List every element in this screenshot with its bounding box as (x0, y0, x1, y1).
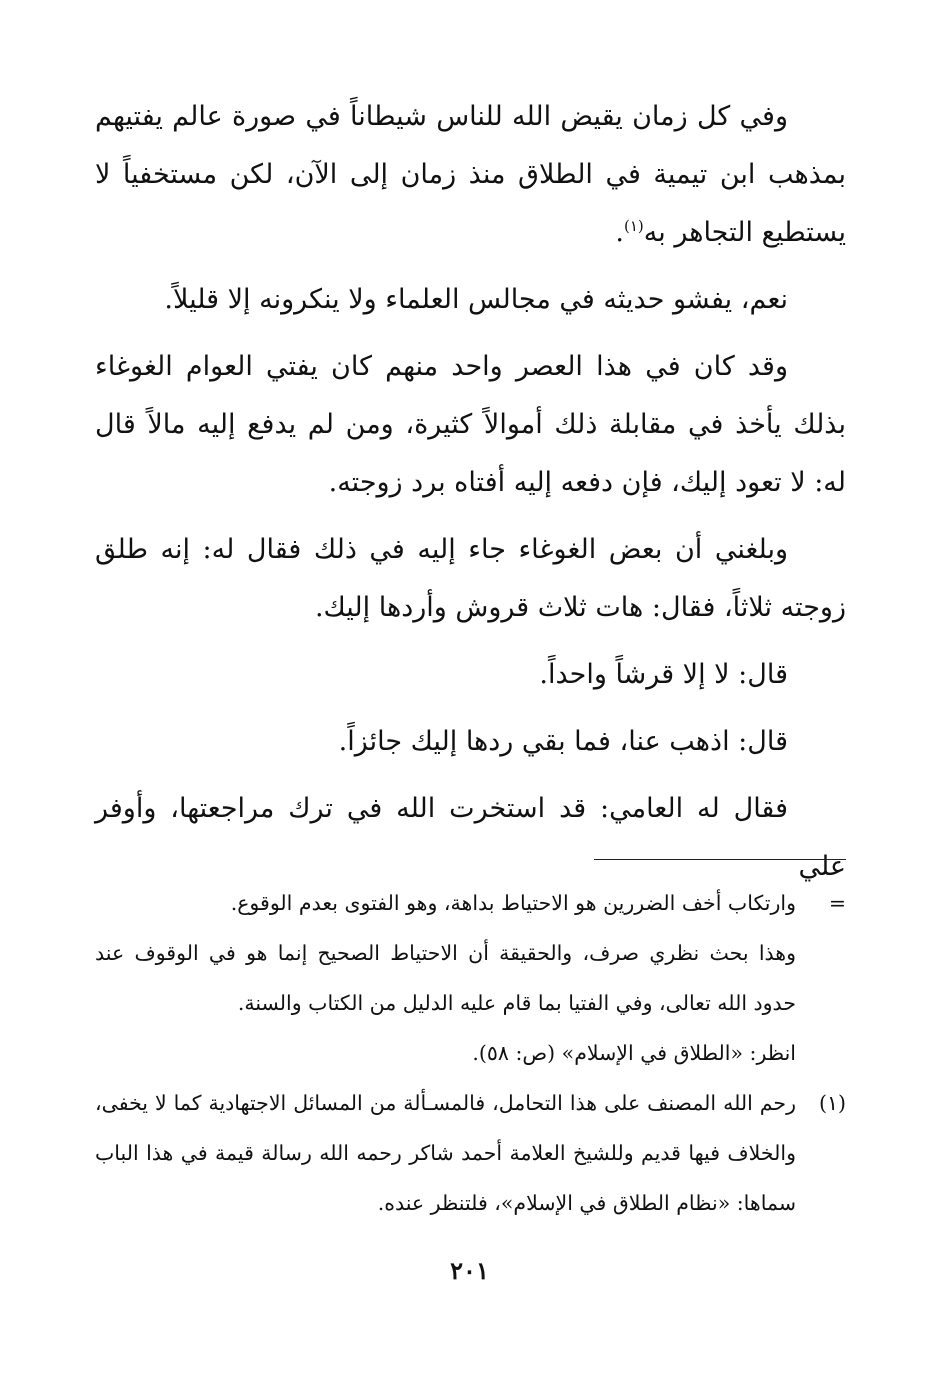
paragraph-7: فقال له العامي: قد استخرت الله في ترك مراجعتها، وأوفر علي (95, 793, 846, 882)
footnotes-section (95, 878, 846, 1228)
paragraph-1-text: وفي كل زمان يقيض الله للناس شيطاناً في صورة عالم يفتيهم بمذهب ابن تيمية في الطلاق منذ زمان إلى الآن، لكن مستخفياً لا يستطيع التجاهر به (95, 101, 846, 248)
paragraph-2: نعم، يفشو حديثه في مجالس العلماء ولا ينكرونه إلا قليلاً. (164, 284, 788, 315)
footnote-1-mark: (١) (818, 1091, 846, 1115)
paragraph-1 (95, 88, 846, 262)
paragraph-4: وبلغني أن بعض الغوغاء جاء إليه في ذلك فقال له: إنه طلق زوجته ثلاثاً، فقال: هات ثلاث قروش وأردها إليك. (95, 534, 846, 623)
paragraph-5: قال: لا إلا قرشاً واحداً. (539, 659, 788, 690)
main-text (95, 88, 846, 905)
footnote-line: وهذا بحث نظري صرف، والحقيقة أن الاحتياط الصحيح إنما هو في الوقوف عند حدود الله تعالى، وفي الفتيا بما قام عليه الدليل من الكتاب والسنة. (95, 941, 796, 1015)
footnote-reference[interactable]: (١) (623, 217, 644, 235)
footnote-continuation-mark: = (828, 891, 846, 915)
footnote-separator (594, 859, 846, 860)
footnote-continuation (95, 878, 846, 1078)
paragraph-6: قال: اذهب عنا، فما بقي ردها إليك جائزاً. (338, 726, 788, 757)
footnote-line: انظر: «الطلاق في الإسلام» (ص: ٥٨). (472, 1041, 796, 1065)
footnote-line: وارتكاب أخف الضررين هو الاحتياط بداهة، وهو الفتوى بعدم الوقوع. (230, 891, 796, 915)
page-number: ٢٠١ (450, 1256, 489, 1285)
footnote-continuation-text (95, 878, 796, 1078)
footnote-1 (95, 1078, 846, 1228)
footnote-1-text: رحم الله المصنف على هذا التحامل، فالمسـألة من المسائل الاجتهادية كما لا يخفى، والخلاف فيها قديم وللشيخ العلامة أحمد شاكر رحمه الله رسالة قيمة في هذا الباب سماها: «نظام الطلاق في الإسلام»، فلتنظر عنده. (95, 1091, 796, 1215)
paragraph-3: وقد كان في هذا العصر واحد منهم كان يفتي العوام الغوغاء بذلك يأخذ في مقابلة ذلك أموالاً كثيرة، ومن لم يدفع إليه مالاً قال له: لا تعود إليك، فإن دفعه إليه أفتاه برد زوجته. (95, 351, 846, 498)
paragraph-1-end: . (615, 217, 624, 248)
